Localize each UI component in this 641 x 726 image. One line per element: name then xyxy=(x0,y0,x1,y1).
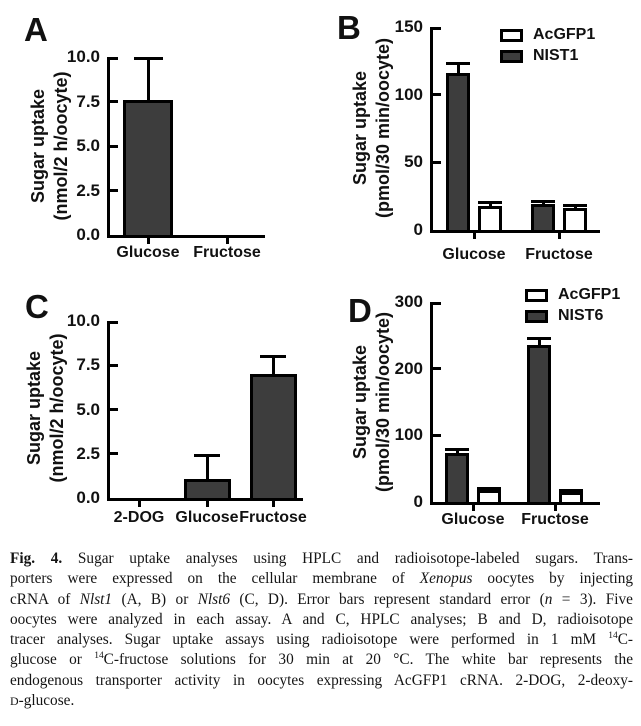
caption-text: n xyxy=(544,590,553,608)
error-bar-cap xyxy=(563,204,587,207)
bar xyxy=(477,490,501,505)
legend-label: NIST6 xyxy=(558,307,604,324)
caption-line xyxy=(10,610,633,630)
y-tick xyxy=(110,145,118,148)
panel-d-legend xyxy=(525,288,620,323)
bar xyxy=(123,100,173,238)
x-tick xyxy=(558,233,561,239)
y-tick xyxy=(110,452,118,455)
caption-text: Xenopus xyxy=(419,570,473,588)
caption-text: C-fructose solutions for 30 min at 20 °C. The white bar represents the xyxy=(103,651,633,669)
panel-d xyxy=(310,285,641,565)
legend-label: AcGFP1 xyxy=(533,26,596,43)
y-tick-label: 100 xyxy=(394,84,423,104)
y-axis-label-line2: (pmol/30 min/oocyte) xyxy=(373,37,393,219)
panel-a-plot xyxy=(66,47,265,261)
legend-swatch xyxy=(525,289,548,302)
bar xyxy=(184,479,231,502)
error-bar-cap xyxy=(445,448,469,451)
y-axis-label-line1: Sugar uptake xyxy=(28,88,48,204)
x-tick xyxy=(206,501,209,507)
caption-text: oocytes by injecting xyxy=(472,570,633,588)
caption-text: oocytes were analyzed in each assay. A and C, HPLC analyses; B and D, radioisotope xyxy=(10,610,633,628)
legend-label: NIST1 xyxy=(533,47,579,64)
error-bar-cap xyxy=(260,355,286,358)
y-tick-label: 7.5 xyxy=(76,355,100,375)
caption-text: tracer analyses. Sugar uptake assays using radioisotope were performed in 1 mM xyxy=(10,631,609,649)
caption-text: endogenous transporter activity in oocytes expressing AcGFP1 cRNA. 2-DOG, 2-deoxy- xyxy=(10,671,633,689)
panel-d-y-axis-label xyxy=(349,312,395,492)
caption-text: 14 xyxy=(608,631,618,642)
x-tick xyxy=(138,501,141,507)
y-tick xyxy=(433,367,441,370)
y-tick xyxy=(110,408,118,411)
panel-b-letter: B xyxy=(337,9,361,46)
caption-text: Fig. 4. xyxy=(10,550,63,567)
y-axis xyxy=(430,27,433,233)
category-label: Fructose xyxy=(193,244,261,261)
error-bar-cap xyxy=(134,57,163,60)
caption-text: Nlst6 xyxy=(197,590,231,608)
y-tick-label: 2.5 xyxy=(76,443,100,463)
y-tick-label: 7.5 xyxy=(76,91,100,111)
y-tick xyxy=(110,321,118,324)
error-bar-stem xyxy=(206,456,209,479)
error-bar-cap xyxy=(527,337,551,340)
panel-a-letter: A xyxy=(24,11,48,48)
panel-c-letter: C xyxy=(25,288,49,325)
caption-text: D xyxy=(10,694,19,709)
caption-line xyxy=(10,549,633,569)
y-axis xyxy=(107,321,110,501)
y-axis-label-line1: Sugar uptake xyxy=(350,70,370,186)
y-tick-label: 10.0 xyxy=(66,47,100,66)
y-axis-label-line2: (pmol/30 min/oocyte) xyxy=(373,311,393,493)
y-tick xyxy=(110,364,118,367)
caption-text: C- xyxy=(617,631,633,649)
bar xyxy=(446,73,470,233)
y-tick xyxy=(433,434,441,437)
y-axis-label-line1: Sugar uptake xyxy=(24,350,44,466)
y-tick-label: 50 xyxy=(404,152,423,172)
y-tick xyxy=(433,93,441,96)
caption-text: (A, B) or xyxy=(112,590,198,608)
legend-entry xyxy=(525,309,620,323)
y-tick-label: 300 xyxy=(394,292,423,311)
panel-b xyxy=(310,0,641,285)
y-axis xyxy=(107,57,110,238)
caption-text: Nlst1 xyxy=(79,590,113,608)
caption-line xyxy=(10,590,633,610)
bar xyxy=(250,374,297,501)
caption-line xyxy=(10,650,633,670)
category-label: 2-DOG xyxy=(113,509,165,526)
y-axis-label-line1: Sugar uptake xyxy=(350,344,370,460)
panel-b-y-axis-label xyxy=(349,38,395,218)
caption-text: -glucose. xyxy=(18,692,75,710)
legend-swatch xyxy=(525,310,548,323)
y-tick-label: 10.0 xyxy=(66,311,100,330)
error-bar-stem xyxy=(147,59,150,100)
y-axis-label-line2: (nmol/2 h/oocyte) xyxy=(51,71,71,221)
caption-text: glucose or xyxy=(10,651,95,669)
legend-entry xyxy=(525,288,620,302)
y-tick xyxy=(110,100,118,103)
bar xyxy=(478,206,502,233)
caption-text: 14 xyxy=(94,651,104,662)
y-tick xyxy=(433,161,441,164)
y-tick-label: 0.0 xyxy=(76,488,100,507)
caption-line xyxy=(10,671,633,691)
bar xyxy=(559,492,583,505)
caption-line xyxy=(10,630,633,650)
error-bar-cap xyxy=(446,62,470,65)
y-tick xyxy=(433,27,441,30)
caption-line xyxy=(10,569,633,589)
error-bar-cap xyxy=(478,201,502,204)
y-axis xyxy=(430,302,433,505)
legend-label: AcGFP1 xyxy=(558,286,621,303)
category-label: Fructose xyxy=(239,509,307,526)
panel-a xyxy=(0,0,310,285)
y-tick xyxy=(110,189,118,192)
category-label: Fructose xyxy=(525,246,593,263)
bar xyxy=(531,204,555,233)
bar xyxy=(527,345,551,505)
category-label: Fructose xyxy=(521,511,589,528)
panel-c xyxy=(0,285,310,550)
y-tick-label: 5.0 xyxy=(76,136,100,155)
category-label: Glucose xyxy=(442,246,506,263)
y-tick-label: 5.0 xyxy=(76,399,100,419)
panel-c-plot xyxy=(66,311,307,526)
caption-text: porters were expressed on the cellular membrane of xyxy=(10,570,420,588)
panel-b-legend xyxy=(500,28,595,63)
category-label: Glucose xyxy=(116,244,180,261)
legend-swatch xyxy=(500,29,523,42)
figure-caption xyxy=(10,549,633,711)
bar xyxy=(445,453,469,505)
caption-text: Sugar uptake analyses using HPLC and radioisotope-labeled sugars. Trans- xyxy=(62,550,633,567)
y-tick-label: 0.0 xyxy=(76,225,100,244)
caption-text: = 3). Five xyxy=(552,590,633,608)
caption-line xyxy=(10,691,633,711)
y-tick-label: 100 xyxy=(394,425,423,445)
y-tick-label: 150 xyxy=(394,17,423,36)
y-tick-label: 200 xyxy=(394,358,423,378)
legend-entry xyxy=(500,28,595,42)
y-tick xyxy=(110,57,118,60)
y-tick xyxy=(433,302,441,305)
x-tick xyxy=(473,233,476,239)
bar xyxy=(563,208,587,233)
y-tick-label: 0 xyxy=(413,492,423,511)
caption-text: (C, D). Error bars represent standard error ( xyxy=(230,590,545,608)
category-label: Glucose xyxy=(175,509,239,526)
panel-d-letter: D xyxy=(348,292,372,329)
error-bar-cap xyxy=(531,200,555,203)
panel-d-plot xyxy=(394,292,600,528)
y-tick-label: 2.5 xyxy=(76,180,100,200)
error-bar-cap xyxy=(194,454,220,457)
legend-swatch xyxy=(500,50,523,63)
x-tick xyxy=(272,501,275,507)
legend-entry xyxy=(500,49,595,63)
error-bar-stem xyxy=(272,356,275,374)
y-axis-label-line2: (nmol/2 h/oocyte) xyxy=(47,333,67,483)
category-label: Glucose xyxy=(441,511,505,528)
caption-text: cRNA of xyxy=(10,590,80,608)
y-tick-label: 0 xyxy=(413,220,423,239)
